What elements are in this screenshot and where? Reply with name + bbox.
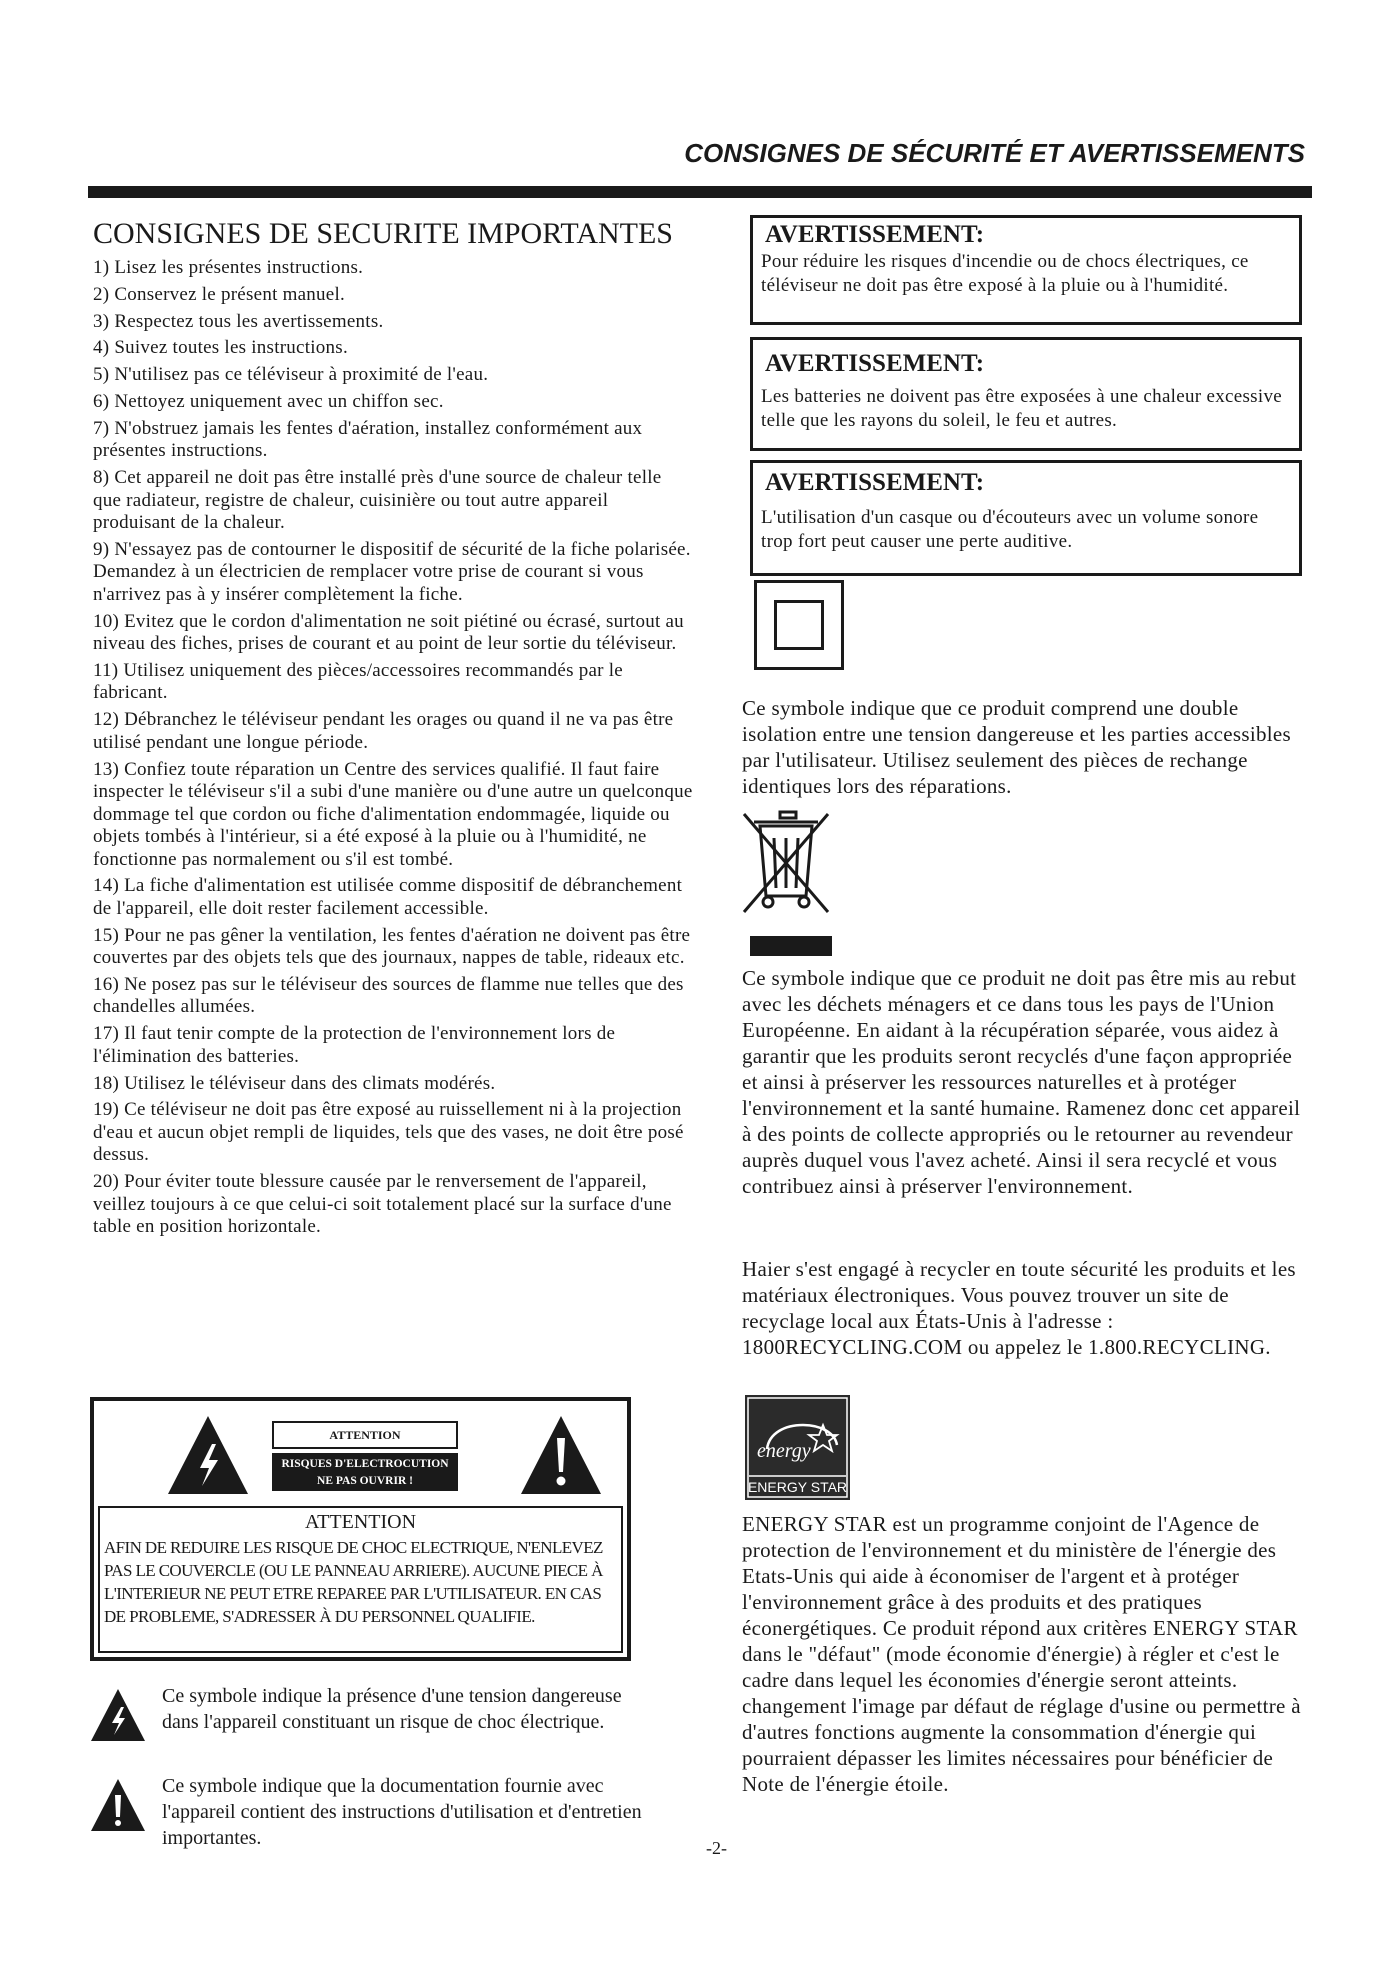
double-insulation-text: Ce symbole indique que ce produit comprend une double isolation entre une tension dangereuse et les parties accessibles par l'utilisateur. Utilisez seulement des pièces de rechange identiques lors des réparations. — [742, 696, 1291, 798]
instruction-item: 7) N'obstruez jamais les fentes d'aération, installez conformément aux présentes instructions. — [93, 417, 643, 462]
warning-text: Les batteries ne doivent pas être exposées à une chaleur excessive telle que les rayons du soleil, le feu et autres. — [761, 386, 1282, 431]
lightning-warning-icon — [90, 1687, 146, 1743]
exclamation-warning-icon — [519, 1414, 603, 1496]
header-rule — [88, 186, 1312, 198]
energy-logo-label: ENERGY STAR — [747, 1479, 848, 1495]
warning-text: Pour réduire les risques d'incendie ou de chocs électriques, ce téléviseur ne doit pas être exposé à la pluie ou à l'humidité. — [761, 251, 1249, 296]
instruction-item: 19) Ce téléviseur ne doit pas être exposé au ruissellement ni à la projection d'eau et aucun objet rempli de liquides, tels que des vases, ne doit être posé dessus. — [93, 1099, 684, 1166]
page-header-title: CONSIGNES DE SÉCURITÉ ET AVERTISSEMENTS — [684, 138, 1305, 168]
energy-logo-script: energy — [757, 1440, 811, 1462]
warning-title: AVERTISSEMENT: — [765, 221, 985, 248]
lightning-warning-icon — [166, 1414, 250, 1496]
attention-label-line: NE PAS OUVRIR ! — [317, 1475, 413, 1487]
instruction-item: 15) Pour ne pas gêner la ventilation, les fentes d'aération ne doivent pas être couvertes par des objets tels que des journaux, nappes de table, rideaux etc. — [93, 924, 691, 969]
attention-inner-title: ATTENTION — [304, 1511, 417, 1533]
warning-box-batteries — [750, 337, 1302, 451]
instruction-item: 2) Conservez le présent manuel. — [93, 283, 346, 305]
instruction-item: 6) Nettoyez uniquement avec un chiffon sec. — [93, 390, 444, 412]
attention-inner-text: AFIN DE REDUIRE LES RISQUE DE CHOC ELECTRIQUE, N'ENLEVEZ PAS LE COUVERCLE (OU LE PANNEAU ARRIERE). AUCUNE PIECE À L'INTERIEUR NE PEUT ETRE REPAREE PAR L'UTILISATEUR. EN CAS DE PROBLEME, S'ADRESSER À DU PERSONNEL QUALIFIE. — [104, 1538, 603, 1626]
instruction-item: 16) Ne posez pas sur le téléviseur des sources de flamme nue telles que des chandelles allumées. — [93, 973, 684, 1018]
energy-star-text: ENERGY STAR est un programme conjoint de l'Agence de protection de l'environnement et du ministère de l'énergie des Etats-Unis qui aide à économiser de l'argent et à protéger l'environnement grâce à des produits et des pratiques éconergétiques. Ce produit répond aux critères ENERGY STAR dans le "défaut" (mode économie d'énergie) à régler et c'est le cadre dans lequel les économies d'énergie seront atteints. changement l'image par défaut de réglage d'usine ou permettre à d'autres fonctions augmente la consommation d'énergie qui pourraient dépasser les limites nécessaires pour bénéficier de Note de l'énergie étoile. — [742, 1512, 1301, 1796]
energy-star-logo — [745, 1395, 850, 1500]
instruction-item: 17) Il faut tenir compte de la protection de l'environnement lors de l'élimination des batteries. — [93, 1023, 616, 1067]
double-insulation-inner-square — [774, 600, 824, 650]
instruction-item: 8) Cet appareil ne doit pas être installé près d'une source de chaleur telle que radiateur, registre de chaleur, cuisinière ou tout autre appareil produisant de la chaleur. — [93, 467, 662, 534]
instruction-item: 9) N'essayez pas de contourner le dispositif de sécurité de la fiche polarisée. Demandez à un électricien de remplacer votre prise de courant si vous n'arrivez pas à y insérer complètement la fiche. — [93, 538, 691, 605]
weee-crossed-bin-icon — [740, 808, 832, 958]
instruction-item: 18) Utilisez le téléviseur dans des climats modérés. — [93, 1072, 496, 1094]
exclamation-symbol-text: Ce symbole indique que la documentation fournie avec l'appareil contient des instructions d'utilisation et d'entretien importantes. — [162, 1775, 642, 1849]
safety-heading: CONSIGNES DE SECURITE IMPORTANTES — [93, 217, 673, 250]
instruction-item: 10) Evitez que le cordon d'alimentation ne soit piétiné ou écrasé, surtout au niveau des fiches, prises de courant et au point de leur sortie du téléviseur. — [93, 610, 684, 655]
warning-text: L'utilisation d'un casque ou d'écouteurs avec un volume sonore trop fort peut causer une perte auditive. — [761, 507, 1259, 552]
instruction-item: 5) N'utilisez pas ce téléviseur à proximité de l'eau. — [93, 364, 489, 386]
warning-box-humidity — [750, 215, 1302, 325]
lightning-symbol-text: Ce symbole indique la présence d'une tension dangereuse dans l'appareil constituant un risque de choc électrique. — [162, 1685, 622, 1733]
attention-label-title: ATTENTION — [272, 1421, 458, 1449]
attention-label — [272, 1421, 458, 1503]
warning-title: AVERTISSEMENT: — [765, 469, 985, 496]
exclamation-warning-icon — [90, 1777, 146, 1833]
instruction-item: 11) Utilisez uniquement des pièces/accessoires recommandés par le fabricant. — [93, 659, 623, 704]
instruction-item: 12) Débranchez le téléviseur pendant les orages ou quand il ne va pas être utilisé pendant une longue période. — [93, 709, 674, 753]
instruction-item: 14) La fiche d'alimentation est utilisée comme dispositif de débranchement de l'appareil, elle doit rester facilement accessible. — [93, 875, 683, 919]
warning-box-headphones — [750, 460, 1302, 576]
double-insulation-icon — [754, 580, 844, 670]
attention-label-warning — [272, 1453, 458, 1491]
warning-title: AVERTISSEMENT: — [765, 350, 985, 377]
attention-inner-box — [98, 1506, 623, 1653]
instruction-item: 1) Lisez les présentes instructions. — [93, 257, 364, 278]
recycling-text: Haier s'est engagé à recycler en toute sécurité les produits et les matériaux électroniques. Vous pouvez trouver un site de recyclage local aux États-Unis à l'adresse : 1800RECYCLING.COM ou appelez le 1.800.RECYCLING. — [742, 1257, 1296, 1359]
attention-label-line: RISQUES D'ELECTROCUTION — [281, 1458, 449, 1470]
instruction-item: 13) Confiez toute réparation un Centre des services qualifié. Il faut faire inspecter le téléviseur s'il a subi d'une manière ou d'une autre un quelconque dommage tel que cordon ou fiche d'alimentation endommagée, liquide ou objets tombés à l'intérieur, si a été exposé à la pluie ou à l'humidité, ne fonctionne pas normalement ou s'il est tombé. — [93, 758, 693, 870]
instruction-item: 4) Suivez toutes les instructions. — [93, 337, 348, 359]
electric-shock-attention-box — [90, 1397, 631, 1661]
instruction-item: 3) Respectez tous les avertissements. — [93, 310, 384, 332]
instruction-item: 20) Pour éviter toute blessure causée par le renversement de l'appareil, veillez toujours à ce que celui-ci soit totalement placé sur la surface d'une table en position horizontale. — [93, 1171, 672, 1238]
instruction-list — [93, 257, 693, 1239]
safety-instructions-section — [93, 215, 693, 1243]
page-number: -2- — [706, 1838, 727, 1858]
weee-explanation-text: Ce symbole indique que ce produit ne doit pas être mis au rebut avec les déchets ménagers et ce dans tous les pays de l'Union Européenne. En aidant à la récupération séparée, vous aidez à garantir que les produits seront recyclés d'une façon appropriée et ainsi à préserver les ressources naturelles et à protéger l'environnement et la santé humaine. Ramenez donc cet appareil à des points de collecte appropriés ou le retourner au revendeur auprès duquel vous l'avez acheté. Ainsi il sera recyclé et vous contribuez ainsi à préserver l'environnement. — [742, 966, 1301, 1198]
